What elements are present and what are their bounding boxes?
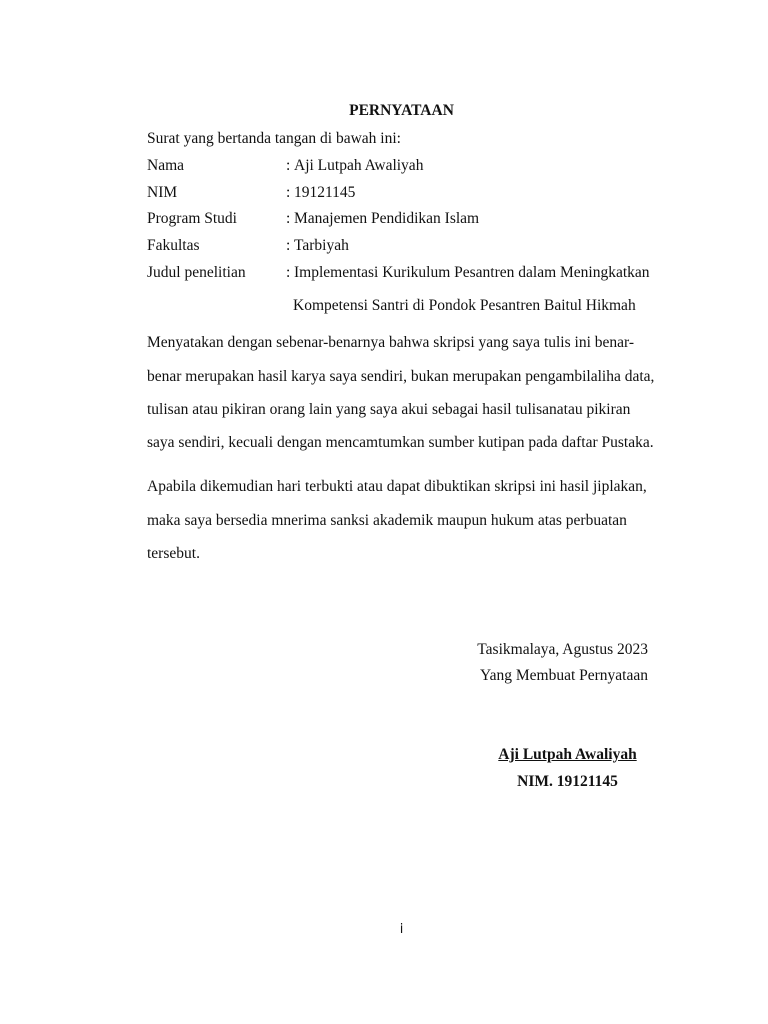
signer-role: Yang Membuat Pernyataan — [479, 667, 648, 684]
field-program-studi — [147, 210, 667, 230]
signer-nim: NIM. 19121145 — [517, 773, 618, 790]
field-label: NIM — [147, 184, 178, 201]
page-number: i — [399, 922, 404, 937]
paragraph-line: saya sendiri, kecuali dengan mencamtumkan sumber kutipan pada daftar Pustaka. — [147, 434, 654, 451]
document-title: PERNYATAAN — [349, 102, 454, 119]
field-value: Aji Lutpah Awaliyah — [294, 157, 424, 174]
field-fakultas — [147, 237, 667, 257]
field-label: Fakultas — [147, 237, 200, 254]
field-label: Judul penelitian — [147, 264, 246, 281]
place-date: Tasikmalaya, Agustus 2023 — [477, 641, 648, 658]
field-nim — [147, 184, 667, 204]
field-label: Program Studi — [147, 210, 237, 227]
paragraph-line: tersebut. — [147, 545, 200, 562]
field-colon: : — [286, 237, 291, 254]
field-colon: : — [286, 210, 291, 227]
signer-name: Aji Lutpah Awaliyah — [498, 746, 637, 763]
field-colon: : — [286, 184, 291, 201]
field-colon: : — [286, 157, 291, 174]
paragraph-line: Menyatakan dengan sebenar-benarnya bahwa skripsi yang saya tulis ini benar- — [147, 334, 635, 351]
paragraph-line: benar merupakan hasil karya saya sendiri, bukan merupakan pengambilaliha data, — [147, 368, 655, 385]
field-nama — [147, 157, 667, 177]
field-value: Manajemen Pendidikan Islam — [294, 210, 480, 227]
paragraph-line: tulisan atau pikiran orang lain yang saya akui sebagai hasil tulisanatau pikiran — [147, 401, 631, 418]
intro-text: Surat yang bertanda tangan di bawah ini: — [147, 130, 401, 147]
field-judul-penelitian — [147, 264, 667, 284]
judul-continuation: Kompetensi Santri di Pondok Pesantren Baitul Hikmah — [293, 297, 636, 314]
field-value: 19121145 — [294, 184, 356, 201]
field-label: Nama — [147, 157, 185, 174]
paragraph-line: maka saya bersedia mnerima sanksi akademik maupun hukum atas perbuatan — [147, 512, 627, 529]
field-value: Tarbiyah — [294, 237, 349, 254]
paragraph-line: Apabila dikemudian hari terbukti atau dapat dibuktikan skripsi ini hasil jiplakan, — [147, 478, 647, 495]
field-value: Implementasi Kurikulum Pesantren dalam Meningkatkan — [294, 264, 650, 281]
field-colon: : — [286, 264, 291, 281]
